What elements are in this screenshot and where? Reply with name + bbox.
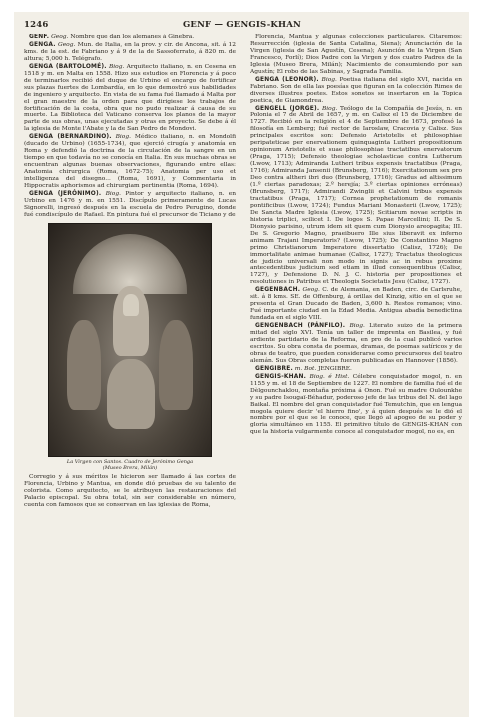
entry-abbreviation: Biog. [115,134,131,141]
dictionary-entry [24,42,236,63]
document-page [14,12,469,717]
entry-headword: GENGA (BARTOLOMÉ). [29,63,107,70]
left-column [24,34,236,714]
entry-headword: GENGIS-KHAN. [255,373,307,380]
entry-headword: GENF. [29,34,50,40]
entry-headword: GEGENBACH. [255,287,301,294]
entry-headword: GENGA (BERNARDINO). [29,134,112,141]
dictionary-entry [24,191,236,219]
entry-text: Nombre que dan los alemanes á Ginebra. [70,34,195,40]
dictionary-entry [24,64,236,134]
entry-headword: GENGA (JERÓNIMO). [29,190,102,197]
entry-abbreviation: Biog. é Hist. [309,373,350,380]
entry-text: Médico italiano, n. en Mondolfi (ducado de Urbino) (1655-1734), que ejerció cirugía y anatomía en Roma y defendió la doctrina de la circulación de la sangre en un tiempo en que todavía no se conocía en Italia. En sus muchas obras se encuentran algunas buenas observaciones, figurando entre ellas: Anatomia chirurgica (Roma, 1672-75); Anatomia per uso et intelligenza del disegno... (Roma, 1691), y Commentaria in Hippocratis aphorismos ad chirurgiam pertinentia (Roma, 1694). [24,134,236,190]
entry-abbreviation: Biog. [105,190,121,197]
page-number: 1246 [24,20,49,30]
left-column-entries-bottom [24,474,236,509]
painting-figure-saint-left [67,320,101,410]
entry-text: Teólogo de la Compañía de Jesús, n. en Polonia el 7 de Abril de 1657, y m. en Calisz el 15 de Diciembre de 1727. Recibió en la religión el 4 de Septiembre de 1673, profesó la filosofía en Lemberg; fué rector de Iaroslaw, Cracovia y Calisz. Sus principales escritos son: Defensio Aristotelis et philosophiae peripateticae per enervationem quinquaginta Lutheri propositionum opinionum Aristotelis et suae philosophiae tractatibus enervatorum (Praga, 1715); Defensio theologiae scholasticae contra Lutherum (Lwow, 1713); Admiranda Lutheri tribus expensis tractatibus (Praga, 1716); Admiranda Jansenii (Brunsberg, 1716); Exercitationum sex pro Deo contra altheri ibri duo (Brunsberg, 1716); Gradus ad altissimum (1.º ciertas paradoxas; 2.º herejía; 3.º ciertas opiniones erróneas) (Brunsberg, 1717); Admirandi Zwinglii et Calvini tribus expensis tractatibus (Praga, 1717); Cornea prophetationum de romanis pontificibus (Lwow, 1724); Fundus Mariani Monasterii (Lwow, 1725); De Sancta Madre Iglesia (Lwow, 1725); Scitiarum novae scriptis in historia triplici, scilicet I. De logos S. Papae Marcellini; II. De S. Dionysio parisino, utrum idem sit quem cum Dionysio areopagita; III. De S. Gregorio Magno, praeibuero Ille sius liberavit ex inferno animam Trajani Imperatoris? (Lwow, 1725); De Constantino Magno primo Christianorum Imperatore dissertatio (Calisz, 1726); De immortalitate animae humanae (Calisz, 1727); Tractatus theologicus de judicio universali non modo in signis ac in rebus proxime antecedentibus judicium sed etiam in illud consequentibus (Calisz, 1727), y Defensione D. N. J. C. historia per propositiones et resolutiones in Patribus et Theologis Societatis Jesu (Calisz, 1727). [250,105,462,286]
entry-headword: GENGENBACH (PÁNFILO). [255,323,346,330]
dictionary-entry [250,366,462,373]
entry-abbreviation: Geog. [57,41,76,48]
right-column [250,34,462,714]
dictionary-entry [250,106,462,287]
entry-text: Célebre conquistador mogol, n. en 1155 y m. el 18 de Septiembre de 1227. El nombre de familia fué el de Dèlgounchaklou, montaña próxima á Onon. Fué su madre Oulounkhe y su padre Isougaï-Béhadur, poderoso jefe de las tribus del N. del lago Baikal. El nombre del gran conquistador fué Temutchin, que en lengua mogola quiere decir 'el hierro fino', y á quien después se le dió el nombre por el que se le conoce, que llegó al apogeo de su poder y gloria simultáneo en 1155. El primitivo título de GENGIS-KHAN con que la historia vulgarmente conoce al conquistador mogol, no es, en [250,373,462,436]
entry-text: Literato suizo de la primera mitad del siglo XVI. Tenía un taller de imprenta en Basilea, y fué ardiente partidario de la Reforma, en pro de la cual publicó varios escritos. Su obra consta de poemas, dramas, de poemas satíricos y de obras de teatro, que pueden considerarse como precursores del teatro alemán. Sus Obras completas fueron publicadas en Hannover (1856). [250,323,462,364]
entry-abbreviation: Geog. [51,34,69,40]
entry-text: JENGIBRE. [318,365,352,372]
painting-figure-center [107,359,155,429]
painting-illustration [48,223,212,457]
entry-headword: GENGA. [29,41,56,48]
running-title: GENF — GENGIS-KHAN [182,20,302,30]
figure-caption [24,459,236,471]
dictionary-entry [250,77,462,105]
entry-text: C. de Alemania, en Baden, circ. de Carlsruhe, sit. á 8 kms. SE. de Offenburg, á orillas del Kinzig, sitio en el que se presenta el Gran Ducado de Baden, 3,600 h. Restos romanos; vino. Fué importante ciudad en la Edad Media. Antigua abadía benedictina fundada en el siglo VIII. [250,287,462,322]
entry-abbreviation: Geog. [302,287,320,294]
dictionary-entry [250,34,462,76]
entry-abbreviation: Biog. [321,105,338,112]
entry-text: Arquitecto italiano, n. en Cesena en 1518 y m. en Malta en 1558. Hizo sus estudios en Florencia y á poco de terminarlos recibió del duque de Urbino el encargo de fortificar sus plazas fuertes de Lombardía, en lo que demostró sus habilidades de ingeniero y arquitecto. En vista de su fama fué llamado á Malta por el gran maestre de la orden para que dirigiese los trabajos de fortificación de la costa, obra que no pudo realizar á causa de su muerte. La Biblioteca del Vaticano conserva los planos de la mayor parte de sus obras, unas ejecutadas y otras en proyecto. Se debe á él la iglesia de Monte l'Abate y la de San Pedro de Mondovi. [24,63,236,133]
entry-text: Poetisa italiana del siglo XVI, nacida en Fabriano. Son de ella las poesías que figuran en la colección Rimes de diverses illustres poetes. Estos sonetos se insertaron en la Topica poetica, de Giamondrea. [250,76,462,104]
dictionary-entry [250,374,462,437]
painting-figure-saint-right [159,320,193,410]
painting-arch [73,234,187,294]
left-column-entries-top [24,34,236,219]
dictionary-entry [250,323,462,365]
entry-abbreviation: m. Bot. [294,365,317,372]
entry-text: Mun. de Italia, en la prov. y cir. de Ancona, sit. á 12 kms. de la est. de Fabriano y á 9 de la de Sassoferrato, á 820 m. de altura; 5,000 h. Telégrafo. [24,41,236,62]
entry-text: Florencia, Mantua y algunas colecciones particulares. Citaremos: Resurrección (iglesia de Santa Catalina, Siena); Anunciación de la Virgen (iglesia de San Agustín, Cesena); Asunción de la Virgen (San Francesco, Forlí); Dios Padre con la Virgen y dos cuatro Padres de la Iglesia (Museo Brera, Milán); Nacimiento de consumiendo por san Agustín; El robo de las Sabinas, y Sagrada Familia. [250,34,462,75]
dictionary-entry [24,474,236,509]
entry-abbreviation: Biog. [108,63,125,70]
entry-headword: GENGIBRE. [255,365,293,372]
entry-abbreviation: Biog. [349,323,365,330]
entry-text: Corregio y á sus méritos le hicieron ser llamado á las cortes de Florencia, Urbino y Mantua, en donde dió pruebas de su talento de colorista. Como arquitecto, se le atribuyen las restauraciones del Palacio episcopal. Su obra total, sin ser considerable en número, cuenta con famosos que se conservan en las iglesias de Roma, [24,473,236,508]
entry-headword: GENGELL (JORGE). [255,105,320,112]
right-column-entries [250,34,462,436]
entry-text: Pintor y arquitecto italiano, n. en Urbino en 1476 y m. en 1551. Discípulo primeramente de Lucas Signorelli, ingresó después en la escuela de Pedro Perugino, donde fué condiscípulo de Rafael. En pintura fué el precursor de Ticiano y de [24,190,236,218]
figure-caption-line-2: (Museo Brera, Milán) [102,464,158,471]
page-header [24,20,460,34]
entry-abbreviation: Biog. [321,76,337,83]
dictionary-entry [24,34,236,41]
dictionary-entry [24,134,236,190]
dictionary-entry [250,287,462,322]
figure-caption-line-1: La Virgen con Santos. Cuadro de Jerónimo Genga [66,458,194,465]
painting-figure-child [123,294,139,316]
entry-headword: GENGA (LEONOR). [255,76,319,83]
